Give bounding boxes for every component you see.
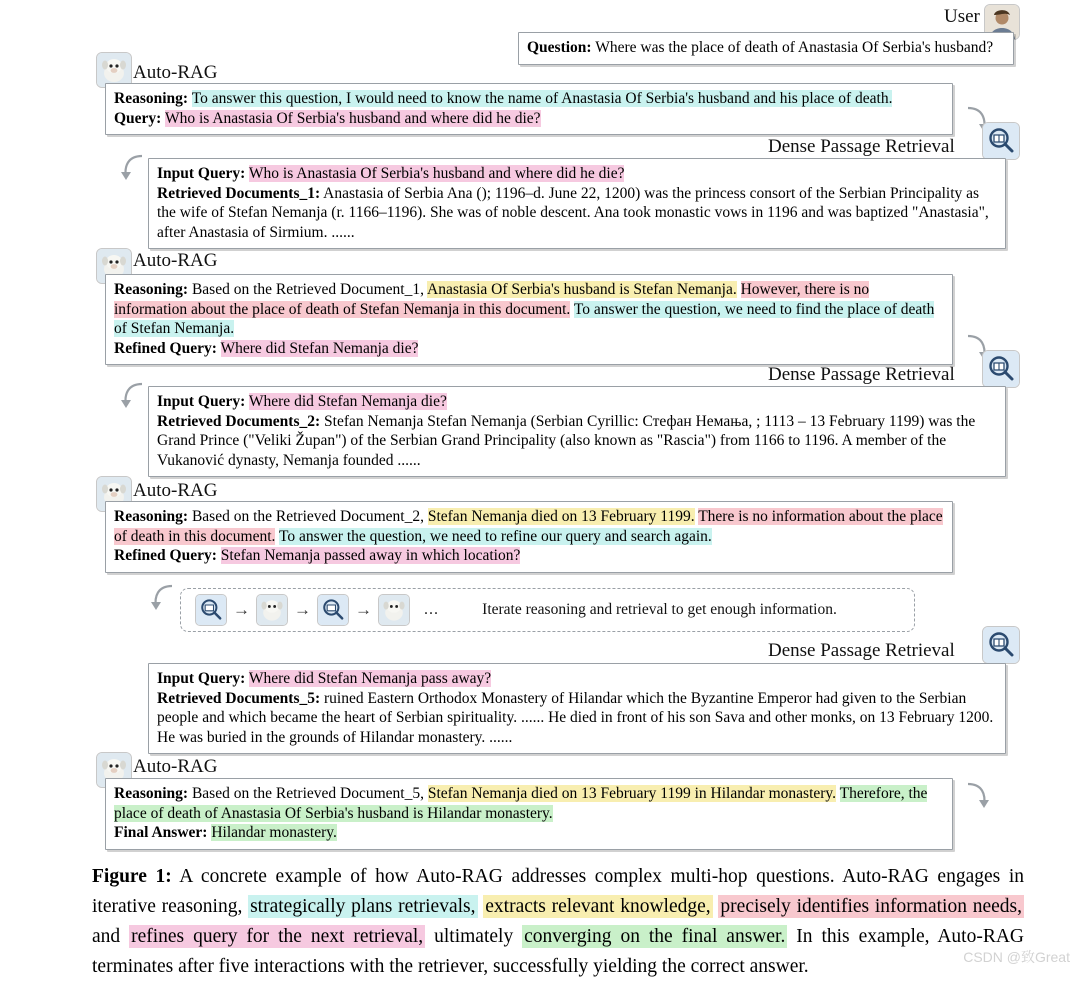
- iterate-dots: ...: [424, 601, 439, 618]
- role-label-agent-4: Auto-RAG: [133, 756, 218, 777]
- retriever-avatar-1: [982, 122, 1020, 160]
- role-label-agent-3: Auto-RAG: [133, 480, 218, 501]
- input-query-label-2: Input Query:: [157, 393, 246, 410]
- reasoning-knowledge-5: Stefan Nemanja died on 13 February 1199 in Hilandar monastery.: [427, 785, 837, 802]
- reasoning-prefix-5: Based on the Retrieved Document_5,: [191, 785, 424, 802]
- reasoning-need-2: However, there is no information about the place of death of Stefan Nemanja in this document.: [114, 281, 870, 318]
- reasoning-label-5: Reasoning:: [114, 785, 189, 802]
- reasoning-conclusion-5: Therefore, the place of death of Anastasia Of Serbia's husband is Hilandar monastery.: [114, 785, 928, 822]
- role-label-agent-2: Auto-RAG: [133, 250, 218, 271]
- refined-query-text-3: Stefan Nemanja passed away in which location?: [220, 547, 521, 564]
- retriever-mini-icon-1: [195, 594, 227, 626]
- retrieval-box-5: [148, 663, 1006, 754]
- caption-ultimately: ultimately: [434, 926, 514, 947]
- retrieved-docs-text-2: Stefan Nemanja Stefan Nemanja (Serbian Cyrillic: Стефан Немања, ; 1113 – 13 February 1199) was the Grand Prince ("Veliki Župan") of the Serbian Grand Principality (also known as "Rascia") from 1166 to 1196. A member of the Vukanović dynasty, Nemanja founded ......: [157, 412, 976, 469]
- retrieved-docs-label-1: Retrieved Documents_1:: [157, 184, 321, 202]
- input-query-text-5: Where did Stefan Nemanja pass away?: [248, 670, 492, 687]
- caption-part-1: A concrete example of how Auto-RAG addresses complex multi-hop questions. Auto-RAG engages in iterative reasoning,: [92, 866, 1024, 917]
- retrieved-docs-label-5: Retrieved Documents_5:: [157, 689, 321, 707]
- flow-arrow-5: [144, 582, 178, 616]
- input-query-label-1: Input Query:: [157, 165, 246, 182]
- retriever-avatar-2: [982, 350, 1020, 388]
- question-text: Where was the place of death of Anastasia Of Serbia's husband?: [595, 39, 994, 56]
- refined-query-label-3: Refined Query:: [114, 547, 217, 564]
- reasoning-knowledge-3: Stefan Nemanja died on 13 February 1199.: [427, 508, 695, 525]
- watermark: CSDN @致Great: [963, 949, 1070, 965]
- input-query-text-2: Where did Stefan Nemanja die?: [248, 393, 447, 410]
- final-answer-text: Hilandar monastery.: [211, 824, 337, 841]
- reasoning-label-2: Reasoning:: [114, 281, 189, 298]
- agent-mini-icon-2: [378, 594, 410, 626]
- caption-hl-refine: refines query for the next retrieval,: [131, 926, 424, 947]
- refined-query-text-2: Where did Stefan Nemanja die?: [220, 339, 419, 357]
- reasoning-need-3: There is no information about the place of death in this document.: [114, 508, 943, 545]
- input-query-label-5: Input Query:: [157, 670, 246, 687]
- retrieved-docs-label-2: Retrieved Documents_2:: [157, 412, 321, 430]
- caption-and: and: [92, 926, 121, 947]
- iterate-note: [180, 588, 915, 632]
- caption-part-2: In this example, Auto-RAG terminates after five interactions with the retriever, successfully yielding the correct answer.: [92, 926, 1025, 977]
- reasoning-prefix-2: Based on the Retrieved Document_1,: [191, 281, 424, 298]
- question-label: Question:: [527, 39, 592, 56]
- retriever-avatar-3: [982, 626, 1020, 664]
- reasoning-text-1: To answer this question, I would need to know the name of Anastasia Of Serbia's husband and his place of death.: [191, 90, 893, 107]
- input-query-text-1: Who is Anastasia Of Serbia's husband and where did he die?: [248, 165, 625, 182]
- flow-arrow-4: [114, 380, 148, 414]
- role-label-user: User: [944, 6, 980, 27]
- reasoning-prefix-3: Based on the Retrieved Document_2,: [191, 508, 424, 525]
- agent-turn-5: [105, 778, 953, 850]
- figure-caption: [92, 862, 1024, 982]
- role-label-retriever-3: Dense Passage Retrieval: [768, 640, 955, 661]
- reasoning-label-1: Reasoning:: [114, 90, 189, 107]
- role-label-retriever-1: Dense Passage Retrieval: [768, 136, 955, 157]
- flow-arrow-2: [114, 152, 148, 186]
- arrow-right-icon-1: →: [233, 600, 250, 619]
- reasoning-plan-2: To answer the question, we need to find the place of death of Stefan Nemanja.: [114, 300, 935, 337]
- final-answer-label: Final Answer:: [114, 824, 208, 841]
- caption-hl-needs: precisely identifies information needs,: [720, 896, 1022, 917]
- retrieval-box-2: [148, 386, 1006, 477]
- arrow-right-icon-2: →: [294, 600, 311, 619]
- reasoning-label-3: Reasoning:: [114, 508, 189, 525]
- arrow-right-icon-3: →: [355, 600, 372, 619]
- agent-mini-icon-1: [256, 594, 288, 626]
- caption-hl-converge: converging on the final answer.: [524, 926, 786, 947]
- retrieved-docs-text-5: ruined Eastern Orthodox Monastery of Hilandar which the Byzantine Emperor had given to the Serbian people and which became the heart of Serbian spirituality. ...... He died in front of his son Sava and other monks, on 13 February 1200. He was buried in the grounds of Hilandar monastery. ......: [157, 689, 994, 746]
- caption-hl-knowledge: extracts relevant knowledge,: [485, 896, 711, 917]
- reasoning-plan-3: To answer the question, we need to refine our query and search again.: [279, 527, 712, 545]
- role-label-agent-1: Auto-RAG: [133, 62, 218, 83]
- iterate-caption: Iterate reasoning and retrieval to get enough information.: [482, 601, 837, 618]
- refined-query-label-2: Refined Query:: [114, 339, 217, 357]
- figure-label: Figure 1:: [92, 866, 172, 887]
- role-label-retriever-2: Dense Passage Retrieval: [768, 364, 955, 385]
- flow-arrow-6: [962, 780, 996, 814]
- question-box: [518, 32, 1014, 65]
- query-text-1: Who is Anastasia Of Serbia's husband and where did he die?: [164, 109, 541, 127]
- caption-hl-plans: strategically plans retrievals,: [250, 896, 476, 917]
- retrieval-box-1: [148, 158, 1006, 249]
- agent-turn-3: [105, 501, 953, 573]
- agent-turn-2: [105, 274, 953, 365]
- retriever-mini-icon-2: [317, 594, 349, 626]
- reasoning-knowledge-2: Anastasia Of Serbia's husband is Stefan Nemanja.: [427, 281, 737, 298]
- agent-turn-1: [105, 83, 953, 135]
- query-label-1: Query:: [114, 109, 162, 127]
- retrieved-docs-text-1: Anastasia of Serbia Ana (); 1196–d. June 22, 1200) was the princess consort of the Serbian Principality as the wife of Stefan Nemanja (r. 1166–1196). She was of noble descent. Ana took monastic vows in 1196 and was baptized "Anastasia", after Anastasia of Sirmium. ......: [157, 184, 989, 241]
